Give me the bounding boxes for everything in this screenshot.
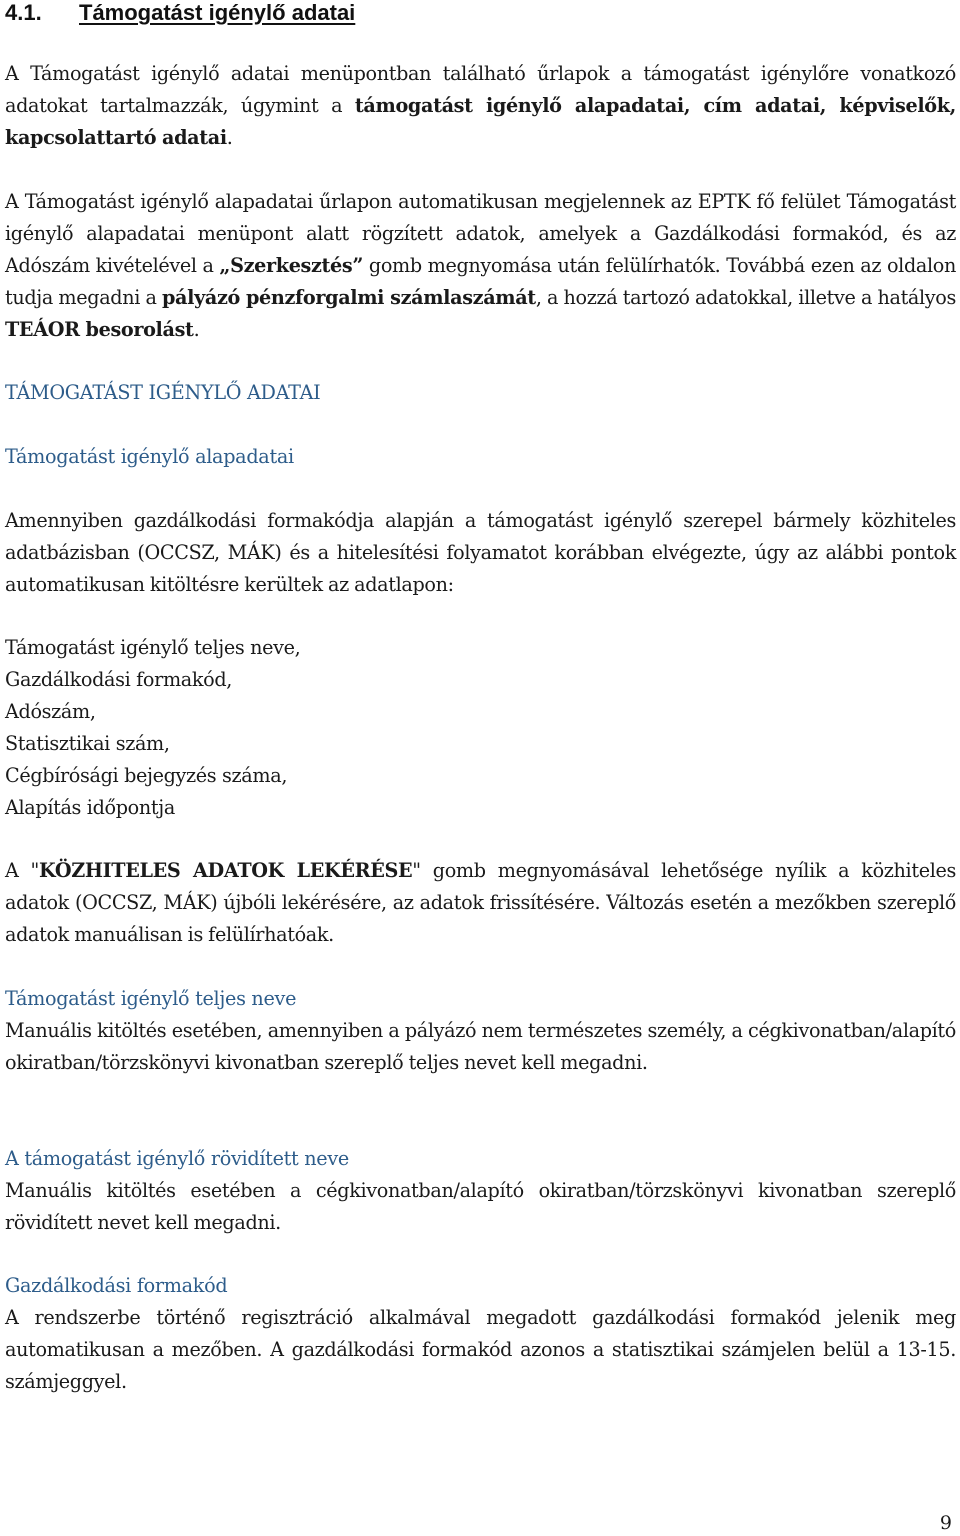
para2-bold-teaor: TEÁOR besorolást (5, 318, 194, 341)
para2-text-3: , a hozzá tartozó adatokkal, illetve a hatályos (535, 286, 956, 309)
list-item: Statisztikai szám, (5, 732, 170, 755)
kozhiteles-paragraph: Amennyiben gazdálkodási formakódja alapján a támogatást igénylő szerepel bármely közhiteles adatbázisban (OCCSZ, MÁK) és a hitelesítési folyamatot korábban elvégezte, úgy az alábbi pontok automatikusan kitöltésre kerültek az adatlapon: (5, 509, 956, 596)
subheading-alapadatai: Támogatást igénylő alapadatai (5, 445, 294, 468)
subheading-teljes-nev: Támogatást igénylő teljes neve (5, 987, 297, 1010)
page-number: 9 (939, 1512, 952, 1534)
section-title: Támogatást igénylő adatai (79, 0, 356, 25)
para4-text-2: " gomb megnyomásával lehetősége nyílik a közhiteles adatok (OCCSZ, MÁK) újbóli lekérésére, az adatok frissítésére. Változás esetén a mezőkben szereplő adatok manuálisan is felülírhatóak. (5, 859, 956, 946)
subheading-rovid-nev: A támogatást igénylő rövidített neve (5, 1147, 349, 1170)
teljes-nev-paragraph: Manuális kitöltés esetében, amennyiben a pályázó nem természetes személy, a cégkivonatban/alapító okiratban/törzskönyvi kivonatban szereplő teljes nevet kell megadni. (5, 1019, 956, 1074)
formakod-paragraph: A rendszerbe történő regisztráció alkalmával megadott gazdálkodási formakód jelenik meg automatikusan a mezőben. A gazdálkodási formakód azonos a statisztikai számjelen belül a 13-15. számjeggyel. (5, 1306, 956, 1393)
section-heading (5, 0, 355, 26)
para2-text-4: . (193, 318, 200, 341)
para2-text-2: gomb megnyomása után felülírhatók. Továbbá ezen az oldalon tudja megadni a (5, 254, 956, 309)
list-item: Támogatást igénylő teljes neve, (5, 636, 301, 659)
subheading-formakod: Gazdálkodási formakód (5, 1274, 228, 1297)
para2-text-1: A Támogatást igénylő alapadatai űrlapon automatikusan megjelennek az EPTK fő felület Támogatást igénylő alapadatai menüpont alatt rögzített adatok, amelyek a Gazdálkodási formakód, és az Adószám kivételével a (5, 190, 956, 277)
para4-text-1: A " (5, 859, 40, 882)
list-item: Cégbírósági bejegyzés száma, (5, 764, 288, 787)
rovid-nev-paragraph: Manuális kitöltés esetében a cégkivonatban/alapító okiratban/törzskönyvi kivonatban szereplő rövidített nevet kell megadni. (5, 1179, 956, 1234)
list-item: Gazdálkodási formakód, (5, 668, 233, 691)
alapadatai-paragraph (5, 186, 956, 346)
subsection-title-adatai: TÁMOGATÁST IGÉNYLŐ ADATAI (5, 381, 321, 404)
list-item: Adószám, (5, 700, 96, 723)
intro-bold: támogatást igénylő alapadatai, cím adatai, képviselők, kapcsolattartó adatai (5, 94, 956, 149)
para2-bold-szamlaszam: pályázó pénzforgalmi számlaszámát (161, 286, 536, 309)
para2-bold-szerkesztes: „Szerkesztés” (219, 254, 364, 277)
intro-text-end: . (226, 126, 233, 149)
section-number: 4.1. (5, 0, 42, 25)
intro-paragraph (5, 58, 956, 154)
para4-bold-button-name: KÖZHITELES ADATOK LEKÉRÉSE (39, 859, 413, 882)
list-item: Alapítás időpontja (5, 796, 175, 819)
lekeres-paragraph (5, 855, 956, 951)
intro-text: A Támogatást igénylő adatai menüpontban található űrlapok a támogatást igénylőre vonatkozó adatokat tartalmazzák, úgymint a (5, 62, 956, 117)
auto-filled-field-list (5, 632, 300, 824)
